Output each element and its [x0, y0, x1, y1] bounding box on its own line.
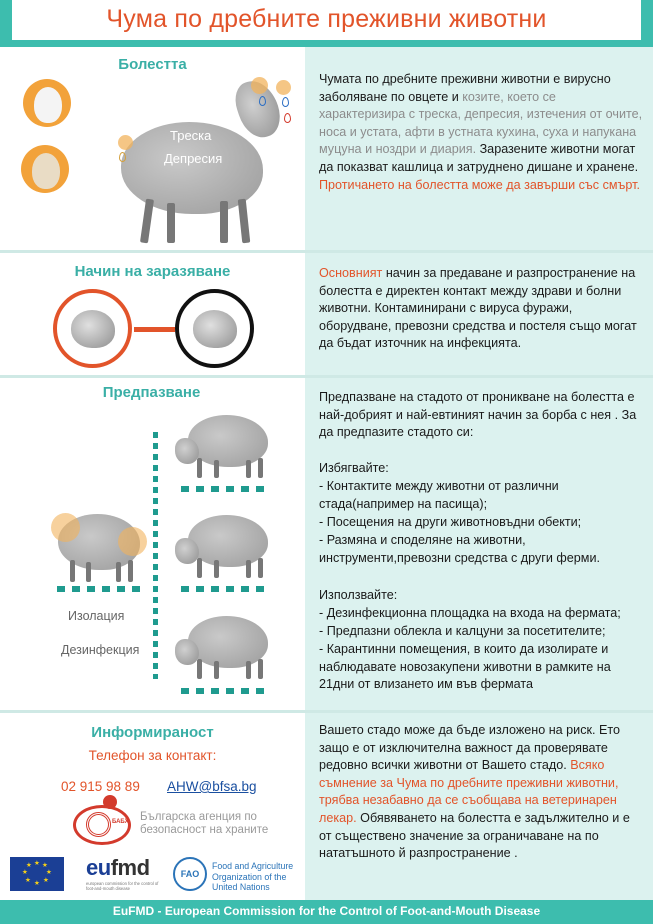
information-description: Вашето стадо може да бъде изложено на риск. Ето защо е от изключителна важност да проверявате редовно всички животни от Вашето стадо. Всяко съмнение за Чума по дребните преживни животни, трябва незабавно да се съобщава на ветеринарен лекар. Обявяването на болестта е задължително и е от съществено значение за ограничаване на по нататъшното й разпространение .	[319, 723, 630, 861]
healthy-animal-icon	[53, 289, 132, 368]
apple-icon	[103, 795, 117, 809]
transmission-text-panel	[305, 253, 653, 375]
use-heading: Използвайте:	[319, 588, 398, 602]
goat-face-icon	[23, 79, 71, 127]
disease-description: Чумата по дребните преживни животни е вирусно заболяване по овцете и козите, което се характеризира с треска, депресия, изтечения от очите, носа и устата, афти в устната кухина, суха и напукана муцуна и ноздри и диария. Заразените животни могат да показват кашлица и затруднено дишане и хранене. Протичането на болестта може да завърши със смърт.	[319, 72, 643, 192]
avoid-item: - Посещения на други животновъдни обекти;	[319, 515, 582, 529]
avoid-item: - Размяна и споделяне на животни, инструменти,превозни средства с други ферми.	[319, 533, 600, 565]
information-text-panel	[305, 713, 653, 900]
information-section	[0, 713, 653, 900]
disease-text-panel	[305, 47, 653, 250]
sheep-face-icon	[21, 145, 69, 193]
transmission-description: Основният начин за предаване и разпространение на болестта е директен контакт между здрави и болни животни. Контаминирани с вируса фуражи, оборудване, превозни средства и постеля също могат да бъдат източник на инфекцията.	[319, 266, 637, 351]
disease-title: Болестта	[118, 56, 187, 73]
prevention-illustration	[0, 378, 305, 710]
eu-flag-icon: ★ ★ ★ ★ ★ ★ ★ ★	[10, 857, 64, 891]
prevention-intro: Предпазване на стадото от проникване на болестта е най-добрият и най-евтиният начин за борба с нея . За да предпазите стадото си:	[319, 390, 637, 440]
use-item: - Карантинни помещения, в които да изолирате и наблюдавате новозакупени животни в рамките на 21дни от влизането им във фермата	[319, 642, 611, 692]
prevention-text-panel	[305, 378, 653, 710]
fao-name: Food and Agriculture Organization of the United Nations	[212, 861, 294, 892]
email-link[interactable]: AHW@bfsa.bg	[167, 779, 257, 794]
eufmd-tagline: european commission for the control of foot-and-mouth disease	[86, 881, 159, 891]
contact-line	[134, 327, 175, 332]
agency-name: Българска агенция по безопасност на храните	[140, 811, 269, 836]
disinfection-label: Дезинфекция	[61, 643, 140, 657]
disease-illustration	[0, 47, 305, 250]
page-title: Чума по дребните преживни животни	[106, 5, 547, 33]
use-item: - Дезинфекционна площадка на входа на фермата;	[319, 606, 621, 620]
prevention-section	[0, 378, 653, 710]
fao-logo-icon: FAO	[173, 857, 207, 891]
contact-label: Телефон за контакт:	[88, 748, 217, 763]
disinfection-mat	[181, 586, 271, 592]
fence-vertical	[153, 432, 158, 679]
disinfection-mat	[181, 486, 271, 492]
use-item: - Предпазни облекла и калцуни за посетителите;	[319, 624, 606, 638]
disease-section	[0, 47, 653, 250]
prevention-title: Предпазване	[102, 384, 201, 401]
isolation-fence	[57, 586, 147, 592]
avoid-heading: Избягвайте:	[319, 461, 389, 475]
disinfection-mat	[181, 688, 271, 694]
depression-label: Депресия	[164, 151, 223, 166]
transmission-illustration	[0, 253, 305, 375]
bfsa-logo: БАБХ	[73, 805, 131, 845]
sick-animal-icon	[175, 289, 254, 368]
transmission-title: Начин на заразяване	[74, 263, 231, 280]
page-footer: EuFMD - European Commission for the Control of Foot-and-Mouth Disease	[112, 904, 541, 918]
eufmd-logo: eufmd	[86, 855, 150, 880]
page-header	[12, 0, 641, 40]
phone-number[interactable]: 02 915 98 89	[61, 779, 140, 794]
isolation-label: Изолация	[68, 609, 125, 623]
avoid-item: - Контактите между животни от различни стада(например на пасища);	[319, 479, 559, 511]
contact-panel	[0, 713, 305, 900]
information-title: Информираност	[91, 724, 214, 741]
fever-label: Треска	[170, 128, 212, 143]
transmission-section	[0, 253, 653, 375]
